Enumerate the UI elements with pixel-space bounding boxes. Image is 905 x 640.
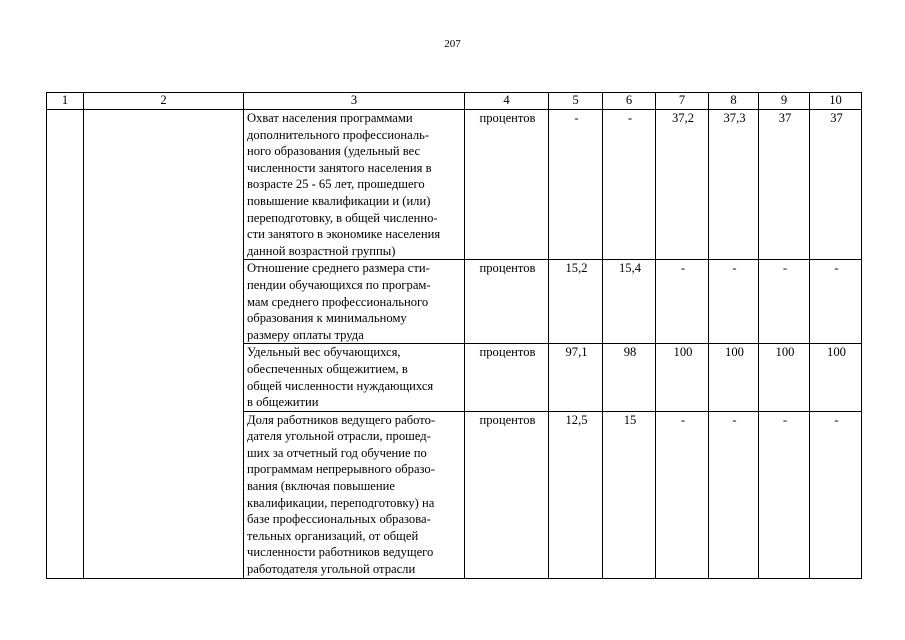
header-cell: 9 bbox=[759, 93, 810, 110]
value-cell: - bbox=[810, 411, 862, 578]
indicator-description: Охват населения программами дополнительного профессиональ- ного образования (удельный вес численности занятого населения в возрасте 25 - 65 лет, прошедшего повышение квалификации и (или) переподготовку, в общей численно- сти занятого в экономике населения данной возрастной группы) bbox=[244, 110, 465, 260]
value-cell: - bbox=[656, 260, 709, 344]
value-cell: 97,1 bbox=[549, 344, 603, 411]
header-cell: 10 bbox=[810, 93, 862, 110]
unit-cell: процентов bbox=[465, 260, 549, 344]
value-cell: 100 bbox=[759, 344, 810, 411]
indicator-table bbox=[46, 92, 862, 579]
indicator-description: Отношение среднего размера сти- пендии обучающихся по програм- мам среднего профессионального образования к минимальному размеру оплаты труда bbox=[244, 260, 465, 344]
value-cell: 37,3 bbox=[709, 110, 759, 260]
value-cell: - bbox=[603, 110, 656, 260]
value-cell: 37 bbox=[759, 110, 810, 260]
unit-cell: процентов bbox=[465, 110, 549, 260]
header-row bbox=[47, 93, 862, 110]
value-cell: - bbox=[549, 110, 603, 260]
value-cell: 15,4 bbox=[603, 260, 656, 344]
col-1-empty-cell bbox=[47, 110, 84, 579]
unit-cell: процентов bbox=[465, 411, 549, 578]
value-cell: 12,5 bbox=[549, 411, 603, 578]
header-cell: 2 bbox=[84, 93, 244, 110]
value-cell: 100 bbox=[709, 344, 759, 411]
table-row bbox=[47, 110, 862, 260]
indicator-description: Доля работников ведущего работо- дателя угольной отрасли, прошед- ших за отчетный год обучение по программам непрерывного образо- вания (включая повышение квалификации, переподготовку) на базе профессиональных образова- тельных организаций, от общей численности работников ведущего работодателя угольной отрасли bbox=[244, 411, 465, 578]
page-number: 207 bbox=[444, 38, 461, 50]
value-cell: 100 bbox=[656, 344, 709, 411]
value-cell: 37 bbox=[810, 110, 862, 260]
header-cell: 6 bbox=[603, 93, 656, 110]
value-cell: - bbox=[709, 260, 759, 344]
col-2-empty-cell bbox=[84, 110, 244, 579]
header-cell: 7 bbox=[656, 93, 709, 110]
header-cell: 5 bbox=[549, 93, 603, 110]
value-cell: - bbox=[759, 260, 810, 344]
value-cell: 100 bbox=[810, 344, 862, 411]
value-cell: 15,2 bbox=[549, 260, 603, 344]
value-cell: 15 bbox=[603, 411, 656, 578]
header-cell: 4 bbox=[465, 93, 549, 110]
value-cell: - bbox=[656, 411, 709, 578]
header-cell: 1 bbox=[47, 93, 84, 110]
header-cell: 3 bbox=[244, 93, 465, 110]
value-cell: 98 bbox=[603, 344, 656, 411]
value-cell: 37,2 bbox=[656, 110, 709, 260]
indicator-description: Удельный вес обучающихся, обеспеченных общежитием, в общей численности нуждающихся в общежитии bbox=[244, 344, 465, 411]
value-cell: - bbox=[810, 260, 862, 344]
header-cell: 8 bbox=[709, 93, 759, 110]
unit-cell: процентов bbox=[465, 344, 549, 411]
value-cell: - bbox=[759, 411, 810, 578]
value-cell: - bbox=[709, 411, 759, 578]
